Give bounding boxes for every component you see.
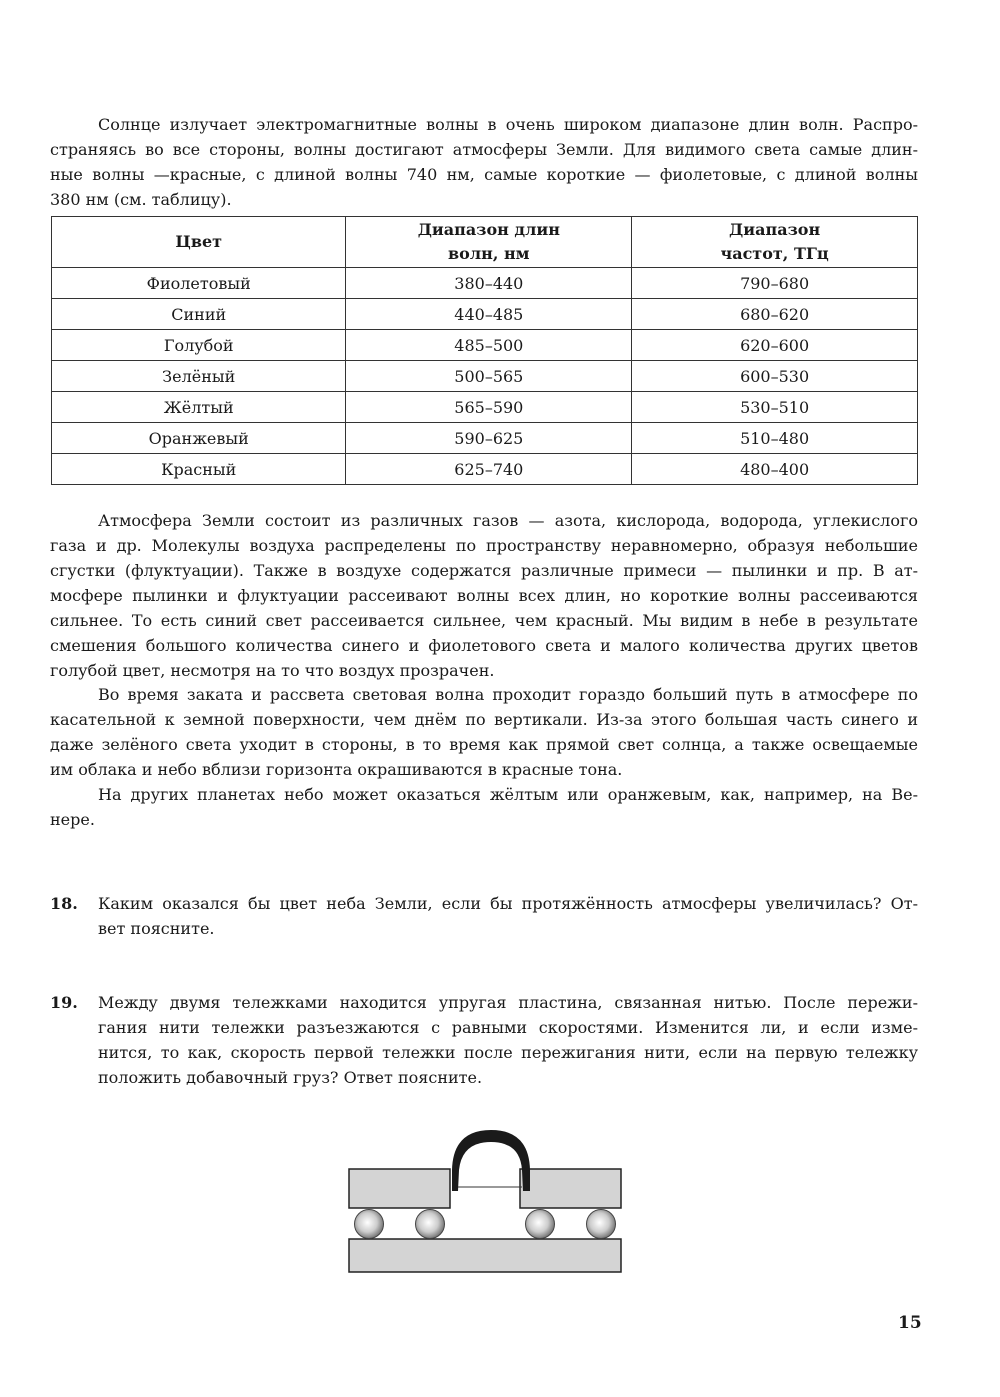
color-spectrum-table [51,216,918,485]
header-frequency: Диапазон частот, ТГц [632,217,918,268]
intro-paragraph [50,112,918,212]
table-cell: 510–480 [632,423,918,454]
text-line: голубой цвет, несмотря на то что воздух прозрачен. [50,661,495,680]
wheel [587,1210,616,1239]
table-row [52,392,918,423]
table-cell: 565–590 [346,392,632,423]
text-line: 380 нм (см. таблицу). [50,190,232,209]
text-line: мосфере пылинки и флуктуации рассеивают волны всех длин, но короткие волны рассеиваются [50,586,918,605]
question-number: 19. [50,993,78,1012]
text-line: даже зелёного света уходит в стороны, в то время как прямой свет солнца, а также освещаемые [50,735,918,754]
table-cell: Красный [52,454,346,485]
table-cell: 380–440 [346,268,632,299]
question-number: 18. [50,894,78,913]
text-line: Каким оказался бы цвет неба Земли, если бы протяжённость атмосферы увеличилась? От- [98,894,918,913]
table-row [52,330,918,361]
wheel [526,1210,555,1239]
table-header-row [52,217,918,268]
table-row [52,361,918,392]
table-cell: 500–565 [346,361,632,392]
text-line: ные волны —красные, с длиной волны 740 нм, самые короткие — фиолетовые, с длиной волны [50,165,918,184]
base-plate [349,1239,621,1272]
table-cell: 480–400 [632,454,918,485]
text-line: вет поясните. [98,919,215,938]
table-cell: Голубой [52,330,346,361]
right-cart [520,1169,621,1208]
table-cell: 620–600 [632,330,918,361]
header-color: Цвет [52,217,346,268]
table-cell: 440–485 [346,299,632,330]
atmosphere-paragraph [50,508,918,683]
text-line: Солнце излучает электромагнитные волны в очень широком диапазоне длин волн. Распро- [98,115,918,134]
text-line: сильнее. То есть синий свет рассеивается сильнее, чем красный. Мы видим в небе в результате [50,611,918,630]
planets-paragraph [50,782,918,832]
text-line: страняясь во все стороны, волны достигают атмосферы Земли. Для видимого света самые длин- [50,140,918,159]
text-line: касательной к земной поверхности, чем днём по вертикали. Из-за этого большая часть синего и [50,710,918,729]
table-cell: 530–510 [632,392,918,423]
text-line: Между двумя тележками находится упругая пластина, связанная нитью. После пережи- [98,993,918,1012]
table-cell: Оранжевый [52,423,346,454]
text-line: нится, то как, скорость первой тележки после пережигания нити, если на первую тележку [98,1043,918,1062]
header-wavelength: Диапазон длин волн, нм [346,217,632,268]
table-cell: 590–625 [346,423,632,454]
table-row [52,423,918,454]
table-cell: Синий [52,299,346,330]
table-row [52,299,918,330]
text-line: положить добавочный груз? Ответ поясните. [98,1068,483,1087]
wheel [355,1210,384,1239]
table-cell: 625–740 [346,454,632,485]
table-row [52,268,918,299]
table-cell: 485–500 [346,330,632,361]
table-cell: Жёлтый [52,392,346,423]
carts-figure [340,1110,640,1280]
text-line: нере. [50,810,95,829]
text-line: сгустки (флуктуации). Также в воздухе содержатся различные примеси — пылинки и пр. В ат- [50,561,918,580]
table-cell: Фиолетовый [52,268,346,299]
table-cell: Зелёный [52,361,346,392]
left-cart [349,1169,450,1208]
text-line: Во время заката и рассвета световая волна проходит гораздо больший путь в атмосфере по [98,685,918,704]
text-line: Атмосфера Земли состоит из различных газов — азота, кислорода, водорода, углекислого [98,511,918,530]
question-18 [50,891,918,941]
text-line: им облака и небо вблизи горизонта окрашиваются в красные тона. [50,760,623,779]
table-cell: 790–680 [632,268,918,299]
sunset-paragraph [50,682,918,782]
table-row [52,454,918,485]
text-line: газа и др. Молекулы воздуха распределены по пространству неравномерно, образуя небольшие [50,536,918,555]
page-number: 15 [898,1313,922,1333]
wheel [416,1210,445,1239]
table-cell: 680–620 [632,299,918,330]
text-line: На других планетах небо может оказаться жёлтым или оранжевым, как, например, на Ве- [98,785,918,804]
text-line: смешения большого количества синего и фиолетового света и малого количества других цветов [50,636,918,655]
question-19 [50,990,918,1090]
text-line: гания нити тележки разъезжаются с равными скоростями. Изменится ли, и если изме- [98,1018,918,1037]
elastic-plate [452,1130,530,1191]
table-cell: 600–530 [632,361,918,392]
